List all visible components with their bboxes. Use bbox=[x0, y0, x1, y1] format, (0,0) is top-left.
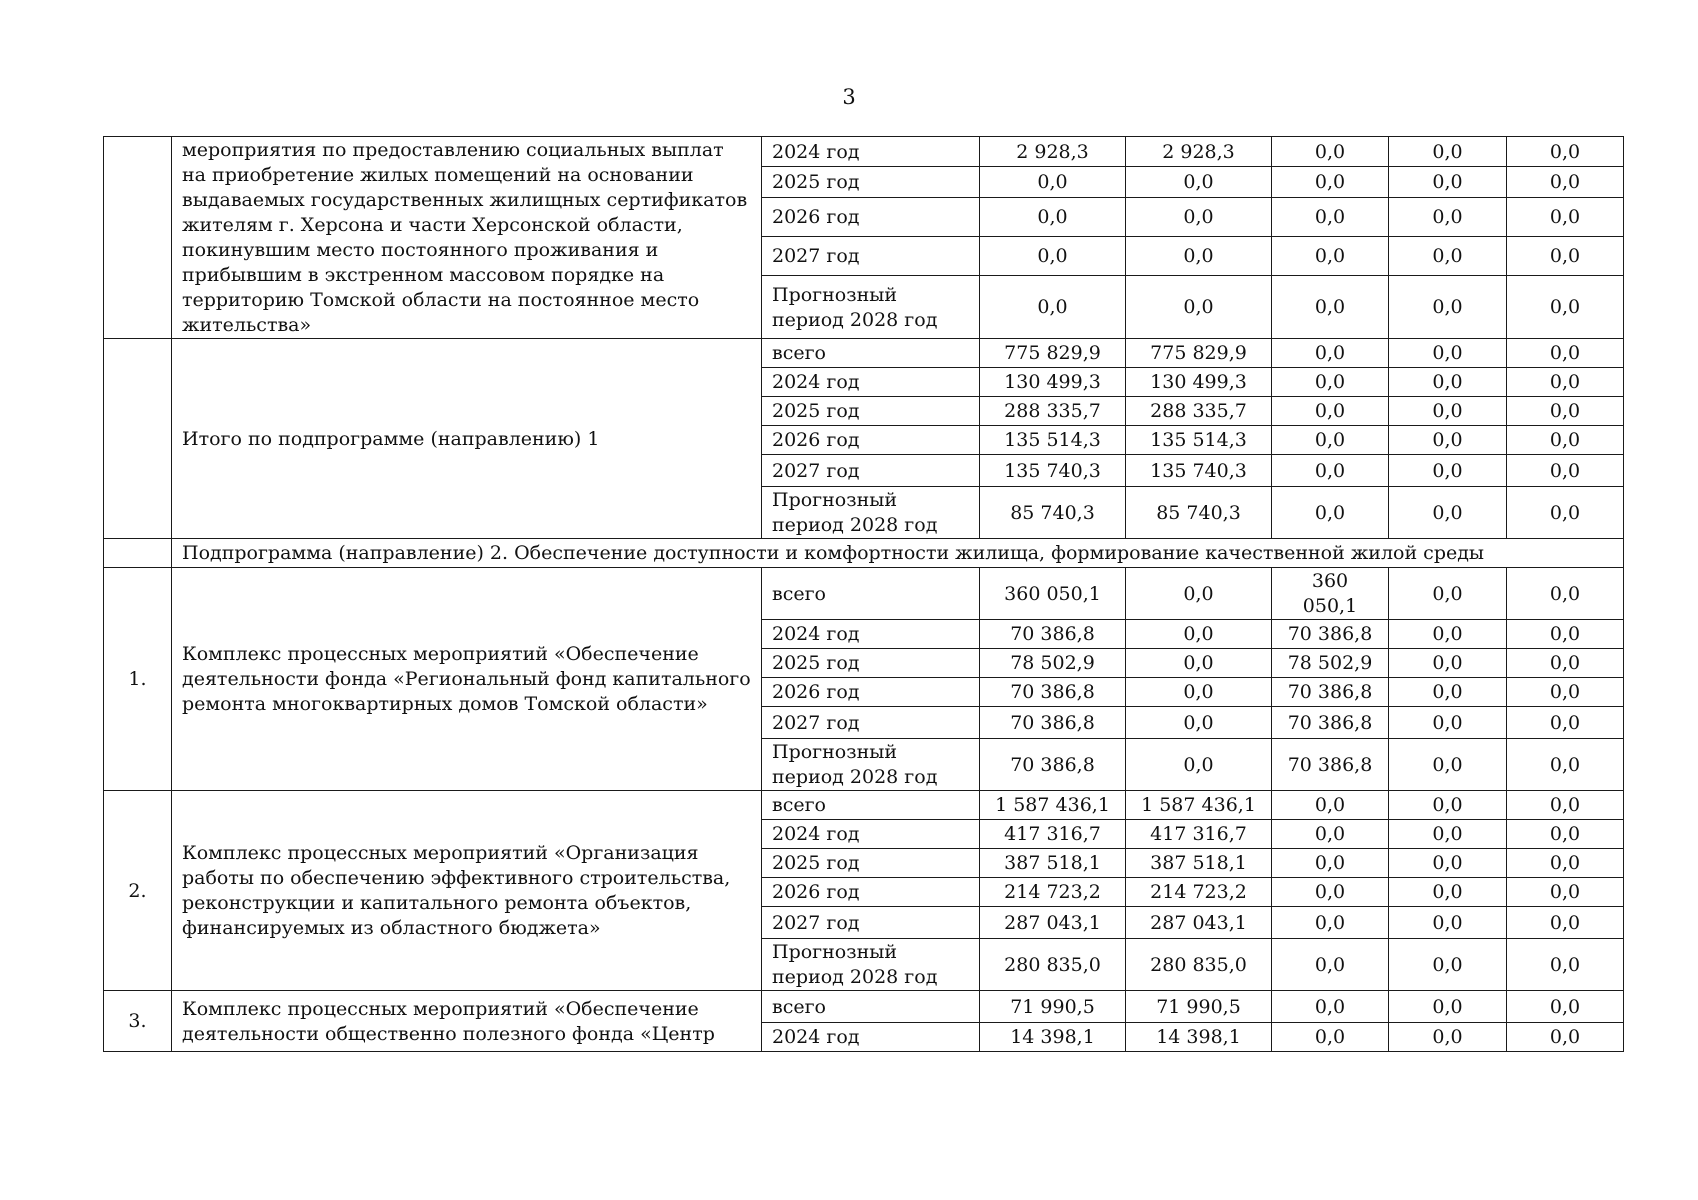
value-cell: 0,0 bbox=[1389, 137, 1507, 167]
value-cell: 0,0 bbox=[1389, 939, 1507, 991]
value-cell: 0,0 bbox=[1389, 678, 1507, 707]
value-cell: 0,0 bbox=[1389, 649, 1507, 678]
value-cell: 0,0 bbox=[1272, 487, 1389, 539]
value-cell: 0,0 bbox=[1272, 197, 1389, 236]
table-row bbox=[104, 791, 1624, 820]
value-cell: 360 050,1 bbox=[980, 568, 1126, 620]
value-cell: 85 740,3 bbox=[1126, 487, 1272, 539]
value-cell: 0,0 bbox=[1507, 820, 1624, 849]
value-cell: 0,0 bbox=[1126, 167, 1272, 197]
value-cell: 0,0 bbox=[1126, 739, 1272, 791]
value-cell: 0,0 bbox=[1389, 1023, 1507, 1052]
value-cell: 0,0 bbox=[1272, 791, 1389, 820]
value-cell: 0,0 bbox=[1389, 167, 1507, 197]
value-cell: 0,0 bbox=[1507, 878, 1624, 907]
value-cell: 0,0 bbox=[1507, 649, 1624, 678]
period-cell: 2024 год bbox=[762, 620, 980, 649]
period-cell: 2024 год bbox=[762, 137, 980, 167]
value-cell: 0,0 bbox=[1389, 878, 1507, 907]
value-cell: 14 398,1 bbox=[1126, 1023, 1272, 1052]
value-cell: 387 518,1 bbox=[1126, 849, 1272, 878]
item-description: Итого по подпрограмме (направлению) 1 bbox=[172, 339, 762, 539]
period-cell: 2026 год bbox=[762, 426, 980, 455]
value-cell: 0,0 bbox=[1507, 167, 1624, 197]
value-cell: 0,0 bbox=[1272, 236, 1389, 275]
period-cell: 2025 год bbox=[762, 649, 980, 678]
item-number: 2. bbox=[104, 791, 172, 991]
value-cell: 135 514,3 bbox=[980, 426, 1126, 455]
value-cell: 0,0 bbox=[1507, 907, 1624, 939]
value-cell: 0,0 bbox=[1507, 426, 1624, 455]
value-cell: 0,0 bbox=[1389, 991, 1507, 1023]
value-cell: 0,0 bbox=[1507, 368, 1624, 397]
value-cell: 0,0 bbox=[1126, 236, 1272, 275]
value-cell: 0,0 bbox=[980, 236, 1126, 275]
value-cell: 360 050,1 bbox=[1272, 568, 1389, 620]
period-cell: 2025 год bbox=[762, 167, 980, 197]
period-cell: всего bbox=[762, 991, 980, 1023]
value-cell: 0,0 bbox=[1126, 197, 1272, 236]
period-cell: всего bbox=[762, 339, 980, 368]
period-cell: Прогнозный период 2028 год bbox=[762, 487, 980, 539]
period-cell: 2026 год bbox=[762, 678, 980, 707]
value-cell: 0,0 bbox=[1389, 197, 1507, 236]
value-cell: 135 514,3 bbox=[1126, 426, 1272, 455]
value-cell: 85 740,3 bbox=[980, 487, 1126, 539]
value-cell: 0,0 bbox=[1507, 620, 1624, 649]
value-cell: 417 316,7 bbox=[1126, 820, 1272, 849]
value-cell: 0,0 bbox=[1389, 568, 1507, 620]
value-cell: 130 499,3 bbox=[980, 368, 1126, 397]
value-cell: 0,0 bbox=[1272, 339, 1389, 368]
value-cell: 0,0 bbox=[1272, 820, 1389, 849]
value-cell: 0,0 bbox=[1507, 568, 1624, 620]
value-cell: 287 043,1 bbox=[980, 907, 1126, 939]
value-cell: 0,0 bbox=[1126, 649, 1272, 678]
value-cell: 0,0 bbox=[1507, 339, 1624, 368]
value-cell: 0,0 bbox=[1389, 397, 1507, 426]
value-cell: 0,0 bbox=[1389, 620, 1507, 649]
value-cell: 0,0 bbox=[1272, 368, 1389, 397]
value-cell: 0,0 bbox=[980, 197, 1126, 236]
period-cell: 2024 год bbox=[762, 820, 980, 849]
value-cell: 775 829,9 bbox=[1126, 339, 1272, 368]
table-row bbox=[104, 568, 1624, 620]
value-cell: 0,0 bbox=[1507, 707, 1624, 739]
value-cell: 135 740,3 bbox=[980, 455, 1126, 487]
value-cell: 78 502,9 bbox=[1272, 649, 1389, 678]
value-cell: 0,0 bbox=[1507, 739, 1624, 791]
value-cell: 0,0 bbox=[1272, 426, 1389, 455]
period-cell: 2027 год bbox=[762, 455, 980, 487]
value-cell: 71 990,5 bbox=[1126, 991, 1272, 1023]
value-cell: 0,0 bbox=[1507, 678, 1624, 707]
value-cell: 70 386,8 bbox=[980, 707, 1126, 739]
period-cell: 2024 год bbox=[762, 368, 980, 397]
value-cell: 14 398,1 bbox=[980, 1023, 1126, 1052]
value-cell: 2 928,3 bbox=[980, 137, 1126, 167]
value-cell: 0,0 bbox=[1389, 907, 1507, 939]
value-cell: 288 335,7 bbox=[1126, 397, 1272, 426]
value-cell: 280 835,0 bbox=[980, 939, 1126, 991]
value-cell: 135 740,3 bbox=[1126, 455, 1272, 487]
period-cell: 2027 год bbox=[762, 907, 980, 939]
item-number bbox=[104, 339, 172, 539]
value-cell: 280 835,0 bbox=[1126, 939, 1272, 991]
value-cell: 775 829,9 bbox=[980, 339, 1126, 368]
value-cell: 0,0 bbox=[1272, 276, 1389, 339]
value-cell: 78 502,9 bbox=[980, 649, 1126, 678]
value-cell: 1 587 436,1 bbox=[1126, 791, 1272, 820]
value-cell: 2 928,3 bbox=[1126, 137, 1272, 167]
value-cell: 0,0 bbox=[1389, 426, 1507, 455]
value-cell: 0,0 bbox=[1507, 991, 1624, 1023]
value-cell: 0,0 bbox=[1507, 197, 1624, 236]
value-cell: 0,0 bbox=[1507, 849, 1624, 878]
value-cell: 0,0 bbox=[1507, 137, 1624, 167]
value-cell: 0,0 bbox=[1507, 455, 1624, 487]
item-description: Комплекс процессных мероприятий «Обеспечение деятельности общественно полезного фонда «Центр bbox=[172, 991, 762, 1052]
value-cell: 0,0 bbox=[1507, 397, 1624, 426]
value-cell: 130 499,3 bbox=[1126, 368, 1272, 397]
value-cell: 214 723,2 bbox=[1126, 878, 1272, 907]
value-cell: 0,0 bbox=[1126, 620, 1272, 649]
value-cell: 0,0 bbox=[1272, 1023, 1389, 1052]
value-cell: 0,0 bbox=[1389, 276, 1507, 339]
period-cell: Прогнозный период 2028 год bbox=[762, 276, 980, 339]
value-cell: 0,0 bbox=[1507, 236, 1624, 275]
table-row bbox=[104, 137, 1624, 167]
period-cell: всего bbox=[762, 791, 980, 820]
value-cell: 0,0 bbox=[1272, 991, 1389, 1023]
value-cell: 0,0 bbox=[1126, 568, 1272, 620]
value-cell: 0,0 bbox=[1272, 849, 1389, 878]
period-cell: 2026 год bbox=[762, 197, 980, 236]
value-cell: 1 587 436,1 bbox=[980, 791, 1126, 820]
value-cell: 387 518,1 bbox=[980, 849, 1126, 878]
value-cell: 0,0 bbox=[1389, 791, 1507, 820]
subprogram-number-cell bbox=[104, 539, 172, 568]
value-cell: 0,0 bbox=[1507, 487, 1624, 539]
value-cell: 70 386,8 bbox=[980, 739, 1126, 791]
table-row bbox=[104, 339, 1624, 368]
value-cell: 0,0 bbox=[1126, 276, 1272, 339]
value-cell: 288 335,7 bbox=[980, 397, 1126, 426]
value-cell: 0,0 bbox=[1389, 849, 1507, 878]
item-number: 3. bbox=[104, 991, 172, 1052]
value-cell: 0,0 bbox=[1272, 397, 1389, 426]
value-cell: 0,0 bbox=[1507, 791, 1624, 820]
subprogram-title: Подпрограмма (направление) 2. Обеспечение доступности и комфортности жилища, формирование качественной жилой среды bbox=[172, 539, 1624, 568]
value-cell: 0,0 bbox=[1507, 1023, 1624, 1052]
subprogram-row bbox=[104, 539, 1624, 568]
value-cell: 0,0 bbox=[1389, 487, 1507, 539]
period-cell: 2024 год bbox=[762, 1023, 980, 1052]
item-description: мероприятия по предоставлению социальных выплат на приобретение жилых помещений на основании выдаваемых государственных жилищных сертификатов жителям г. Херсона и части Херсонской области, покинувшим место постоянного проживания и прибывшим в экстренном массовом порядке на территорию Томской области на постоянное место жительства» bbox=[172, 137, 762, 339]
value-cell: 0,0 bbox=[1389, 739, 1507, 791]
value-cell: 0,0 bbox=[1126, 678, 1272, 707]
budget-table bbox=[103, 136, 1624, 1052]
value-cell: 0,0 bbox=[1389, 820, 1507, 849]
value-cell: 214 723,2 bbox=[980, 878, 1126, 907]
value-cell: 287 043,1 bbox=[1126, 907, 1272, 939]
value-cell: 0,0 bbox=[1272, 907, 1389, 939]
value-cell: 0,0 bbox=[1507, 939, 1624, 991]
value-cell: 0,0 bbox=[1389, 368, 1507, 397]
value-cell: 70 386,8 bbox=[980, 678, 1126, 707]
value-cell: 70 386,8 bbox=[1272, 707, 1389, 739]
period-cell: 2025 год bbox=[762, 397, 980, 426]
period-cell: 2027 год bbox=[762, 707, 980, 739]
value-cell: 0,0 bbox=[1389, 707, 1507, 739]
value-cell: 0,0 bbox=[1272, 167, 1389, 197]
period-cell: всего bbox=[762, 568, 980, 620]
value-cell: 0,0 bbox=[1389, 236, 1507, 275]
value-cell: 0,0 bbox=[1272, 939, 1389, 991]
value-cell: 0,0 bbox=[1272, 878, 1389, 907]
value-cell: 0,0 bbox=[980, 276, 1126, 339]
table-row bbox=[104, 991, 1624, 1023]
page-number: 3 bbox=[842, 85, 856, 109]
item-number: 1. bbox=[104, 568, 172, 791]
value-cell: 0,0 bbox=[1272, 455, 1389, 487]
value-cell: 417 316,7 bbox=[980, 820, 1126, 849]
period-cell: 2027 год bbox=[762, 236, 980, 275]
period-cell: Прогнозный период 2028 год bbox=[762, 939, 980, 991]
item-description: Комплекс процессных мероприятий «Организация работы по обеспечению эффективного строительства, реконструкции и капитального ремонта объектов, финансируемых из областного бюджета» bbox=[172, 791, 762, 991]
value-cell: 71 990,5 bbox=[980, 991, 1126, 1023]
value-cell: 0,0 bbox=[1507, 276, 1624, 339]
value-cell: 0,0 bbox=[1126, 707, 1272, 739]
value-cell: 0,0 bbox=[1272, 137, 1389, 167]
value-cell: 70 386,8 bbox=[1272, 739, 1389, 791]
item-number bbox=[104, 137, 172, 339]
value-cell: 0,0 bbox=[980, 167, 1126, 197]
value-cell: 0,0 bbox=[1389, 455, 1507, 487]
value-cell: 70 386,8 bbox=[980, 620, 1126, 649]
value-cell: 70 386,8 bbox=[1272, 620, 1389, 649]
item-description: Комплекс процессных мероприятий «Обеспечение деятельности фонда «Региональный фонд капитального ремонта многоквартирных домов Томской области» bbox=[172, 568, 762, 791]
period-cell: 2025 год bbox=[762, 849, 980, 878]
value-cell: 0,0 bbox=[1389, 339, 1507, 368]
period-cell: Прогнозный период 2028 год bbox=[762, 739, 980, 791]
value-cell: 70 386,8 bbox=[1272, 678, 1389, 707]
period-cell: 2026 год bbox=[762, 878, 980, 907]
